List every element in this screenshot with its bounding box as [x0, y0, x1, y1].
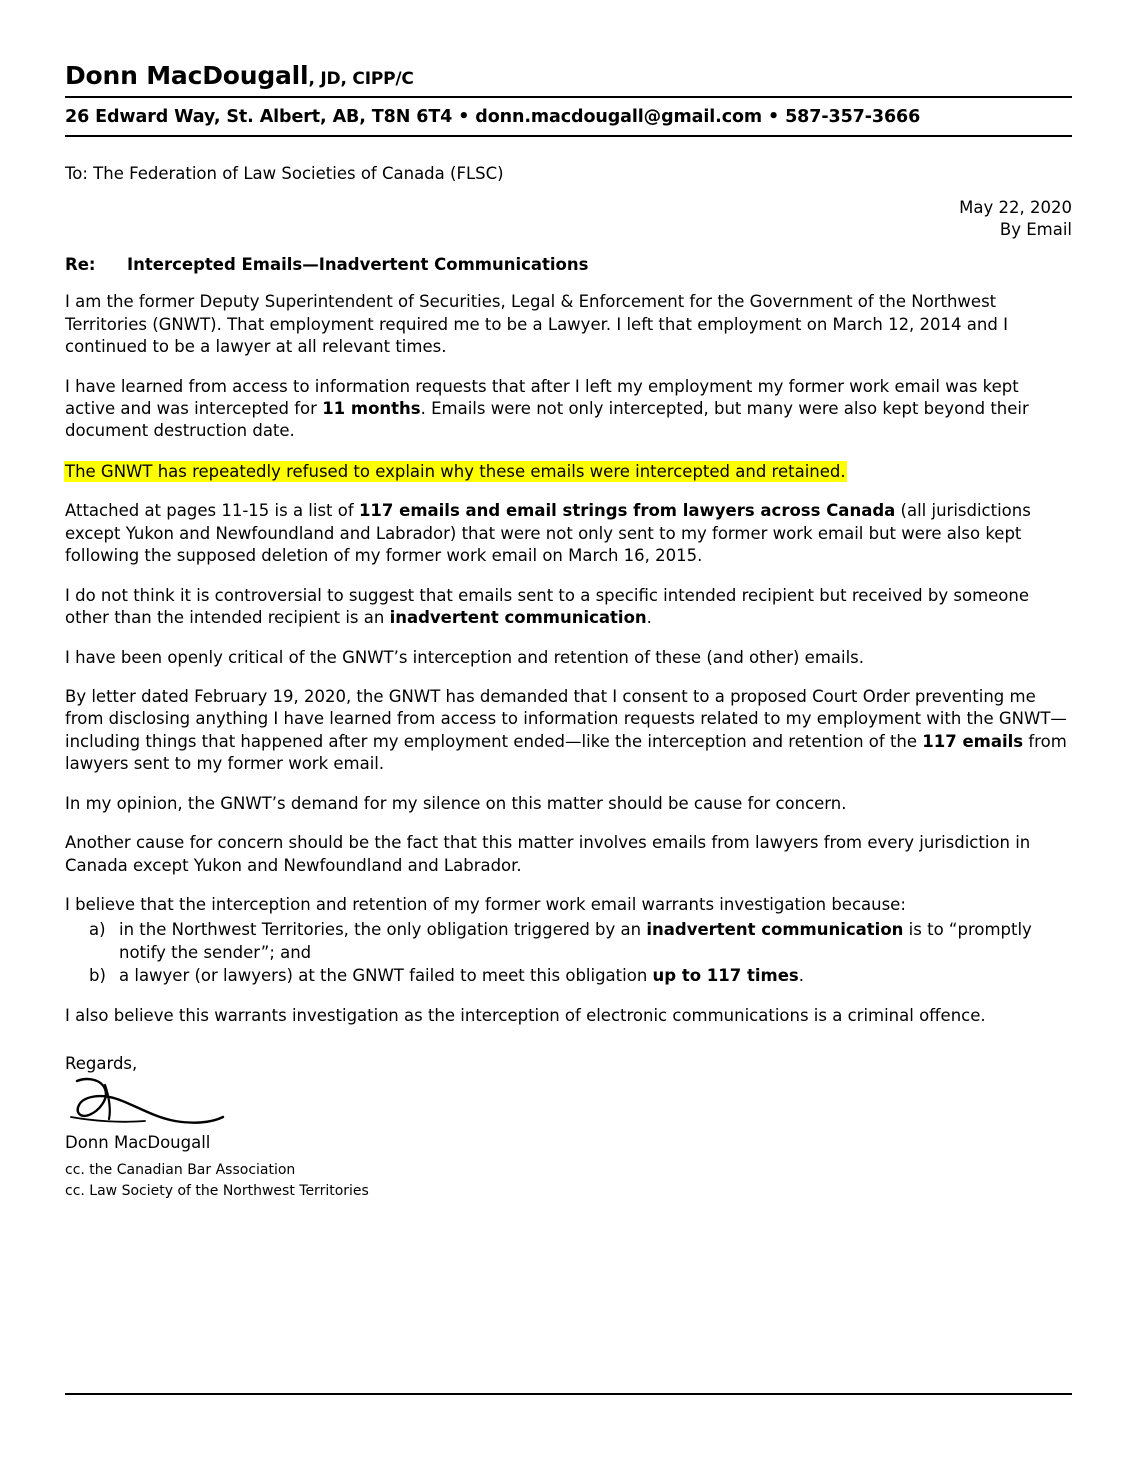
paragraph-5	[65, 585, 1072, 630]
paragraph-5-text-c: .	[646, 608, 652, 628]
paragraph-9	[65, 832, 1072, 877]
author-name: Donn MacDougall	[65, 61, 309, 90]
re-subject: Intercepted Emails—Inadvertent Communications	[127, 255, 589, 275]
paragraph-2-text-a: I have learned from access to information requests that after I left my employment my former work email was kept active and was intercepted for	[65, 376, 1019, 419]
paragraph-5-emphasis: inadvertent communication	[389, 608, 647, 628]
closing-salutation: Regards,	[65, 1054, 138, 1074]
paragraph-4-emphasis: 117 emails and email strings from lawyers across Canada	[358, 501, 896, 521]
paragraph-6	[65, 647, 1072, 669]
paragraph-8-text: In my opinion, the GNWT’s demand for my silence on this matter should be cause for concern.	[65, 793, 847, 813]
paragraph-11-text: I also believe this warrants investigation as the interception of electronic communications is a criminal offence.	[65, 1005, 986, 1025]
list-marker: b)	[89, 966, 106, 986]
paragraph-5-text-a: I do not think it is controversial to suggest that emails sent to a specific intended recipient but received by someone other than the intended recipient is an	[65, 585, 1029, 628]
paragraph-2	[65, 376, 1072, 443]
list-item-text-a: in the Northwest Territories, the only obligation triggered by an	[119, 920, 647, 940]
signature-name: Donn MacDougall	[65, 1133, 211, 1153]
paragraph-11	[65, 1005, 1072, 1027]
list-item-text	[119, 919, 1072, 964]
list-item	[65, 919, 1072, 964]
paragraph-4	[65, 500, 1072, 567]
paragraph-10-text: I believe that the interception and retention of my former work email warrants investigation because:	[65, 895, 906, 915]
paragraph-7-text-c: from lawyers sent to my former work email.	[65, 731, 1067, 774]
list-item-text-c: .	[798, 966, 804, 986]
paragraph-7-text-a: By letter dated February 19, 2020, the GNWT has demanded that I consent to a proposed Court Order preventing me from disclosing anything I have learned from access to information requests related to my employment with the GNWT—including things that happened after my employment ended—like the interception and retention of the	[65, 686, 1067, 751]
paragraph-7-emphasis: 117 emails	[922, 731, 1024, 751]
subject-line	[65, 255, 1072, 274]
paragraph-2-text-c: . Emails were not only intercepted, but many were also kept beyond their document destruction date.	[65, 399, 1029, 441]
highlighted-statement: The GNWT has repeatedly refused to explain why these emails were intercepted and retained.	[65, 461, 846, 481]
paragraph-3-highlighted	[65, 461, 1072, 483]
reasons-list	[65, 919, 1072, 987]
letter-date: May 22, 2020	[959, 197, 1072, 217]
list-item-text-a: a lawyer (or lawyers) at the GNWT failed to meet this obligation	[119, 966, 653, 986]
list-item	[65, 965, 1072, 987]
cc-line: cc. Law Society of the Northwest Territories	[65, 1182, 369, 1199]
list-item-emphasis: up to 117 times	[652, 966, 799, 986]
date-block	[65, 197, 1072, 242]
paragraph-4-text-a: Attached at pages 11-15 is a list of	[65, 501, 359, 521]
paragraph-10	[65, 894, 1072, 916]
cc-line: cc. the Canadian Bar Association	[65, 1162, 296, 1179]
paragraph-8	[65, 793, 1072, 815]
paragraph-2-emphasis: 11 months	[322, 399, 421, 419]
paragraph-1-text: I am the former Deputy Superintendent of Securities, Legal & Enforcement for the Government of the Northwest Territories (GNWT). That employment required me to be a Lawyer. I left that employment on March 12, 2014 and I continued to be a lawyer at all relevant times.	[65, 292, 1008, 357]
list-marker: a)	[89, 920, 106, 940]
paragraph-1	[65, 291, 1072, 358]
cc-block	[65, 1160, 1072, 1201]
author-credentials: , JD, CIPP/C	[308, 69, 414, 89]
signature-image	[65, 1075, 1072, 1133]
letterhead-divider-bottom	[65, 135, 1072, 137]
delivery-method: By Email	[999, 220, 1072, 240]
list-item-emphasis: inadvertent communication	[646, 920, 904, 940]
re-label: Re:	[65, 255, 96, 275]
footer-divider	[65, 1393, 1072, 1395]
list-item-text-c: is to “promptly notify the sender”; and	[119, 920, 1032, 962]
letterhead-contact: 26 Edward Way, St. Albert, AB, T8N 6T4 • donn.macdougall@gmail.com • 587-357-3666	[65, 106, 921, 127]
paragraph-9-text: Another cause for concern should be the fact that this matter involves emails from lawyers from every jurisdiction in Canada except Yukon and Newfoundland and Labrador.	[65, 833, 1031, 875]
paragraph-7	[65, 686, 1072, 776]
letterhead-name	[65, 62, 1072, 96]
recipient-line: To: The Federation of Law Societies of Canada (FLSC)	[65, 163, 504, 183]
paragraph-6-text: I have been openly critical of the GNWT’s interception and retention of these (and other) emails.	[65, 647, 865, 667]
list-item-text	[119, 965, 1072, 987]
paragraph-4-text-c: (all jurisdictions except Yukon and Newfoundland and Labrador) that were not only sent to my former work email but were also kept following the supposed deletion of my former work email on March 16, 2015.	[65, 501, 1031, 566]
signature-icon	[65, 1075, 235, 1133]
